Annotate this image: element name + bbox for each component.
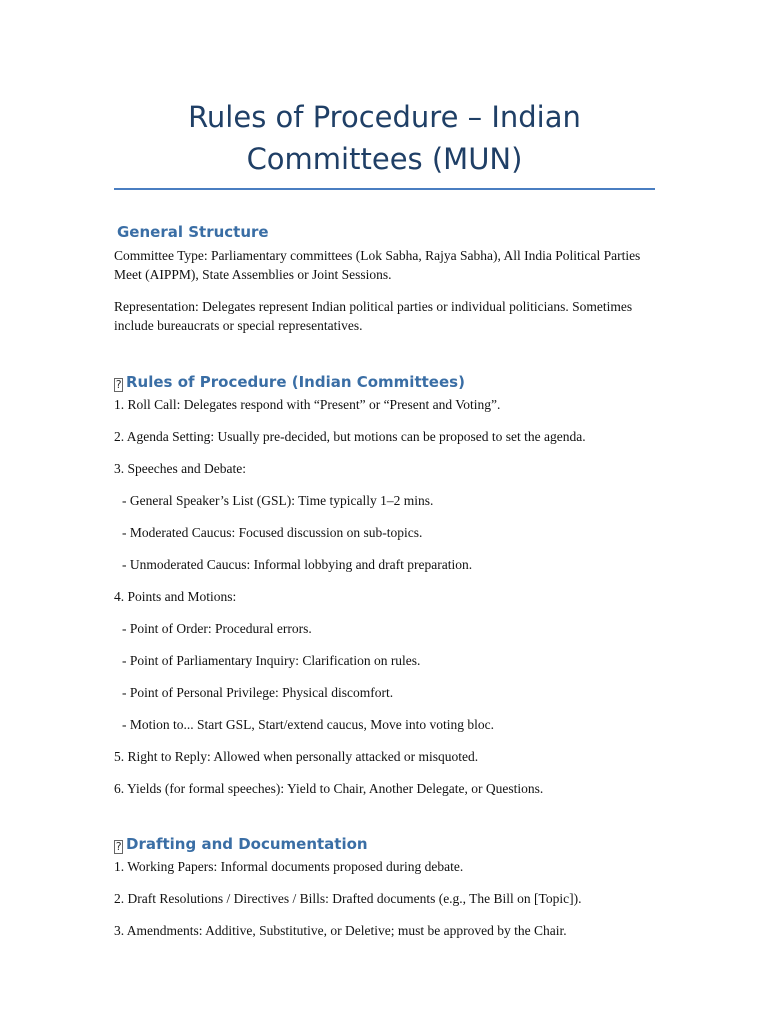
sub-item-point-of-order: - Point of Order: Procedural errors. — [122, 621, 312, 636]
list-item-points-motions: 4. Points and Motions: — [114, 589, 237, 604]
sub-item-personal-privilege: - Point of Personal Privilege: Physical discomfort. — [122, 685, 394, 700]
missing-glyph-icon: ? — [115, 840, 122, 853]
heading-rules-of-procedure-text: Rules of Procedure (Indian Committees) — [126, 373, 465, 391]
title-line-1: Rules of Procedure – Indian — [188, 100, 581, 134]
document-title — [114, 96, 655, 180]
list-item-draft-resolutions: 2. Draft Resolutions / Directives / Bills: Drafted documents (e.g., The Bill on [Topic]). — [114, 891, 582, 906]
list-item-amendments: 3. Amendments: Additive, Substitutive, or Deletive; must be approved by the Chair. — [114, 923, 567, 938]
list-item-working-papers: 1. Working Papers: Informal documents proposed during debate. — [114, 859, 464, 874]
heading-drafting-documentation — [114, 834, 655, 854]
rules-list — [114, 395, 655, 798]
paragraph-representation: Representation: Delegates represent Indian political parties or individual politicians. Sometimes include bureaucrats or special representatives. — [114, 299, 633, 333]
list-item-agenda-setting: 2. Agenda Setting: Usually pre-decided, but motions can be proposed to set the agenda. — [114, 429, 586, 444]
sub-item-moderated-caucus: - Moderated Caucus: Focused discussion on sub-topics. — [122, 525, 423, 540]
drafting-list — [114, 857, 655, 940]
sub-item-motion-to: - Motion to... Start GSL, Start/extend caucus, Move into voting bloc. — [122, 717, 494, 732]
list-item-right-to-reply: 5. Right to Reply: Allowed when personally attacked or misquoted. — [114, 749, 479, 764]
sub-item-unmoderated-caucus: - Unmoderated Caucus: Informal lobbying and draft preparation. — [122, 557, 473, 572]
title-line-2: Committees (MUN) — [246, 142, 523, 176]
list-item-roll-call: 1. Roll Call: Delegates respond with “Present” or “Present and Voting”. — [114, 397, 501, 412]
list-item-speeches-debate: 3. Speeches and Debate: — [114, 461, 246, 476]
heading-rules-of-procedure — [114, 372, 655, 392]
title-underline — [114, 188, 655, 190]
sub-item-parliamentary-inquiry: - Point of Parliamentary Inquiry: Clarification on rules. — [122, 653, 421, 668]
paragraph-committee-type: Committee Type: Parliamentary committees (Lok Sabha, Rajya Sabha), All India Political Parties Meet (AIPPM), State Assemblies or Joint Sessions. — [114, 248, 641, 282]
document-page — [114, 0, 655, 953]
heading-general-structure: General Structure — [117, 223, 269, 241]
list-item-yields: 6. Yields (for formal speeches): Yield to Chair, Another Delegate, or Questions. — [114, 781, 544, 796]
heading-drafting-documentation-text: Drafting and Documentation — [126, 835, 368, 853]
missing-glyph-icon: ? — [115, 378, 122, 391]
sub-item-gsl: - General Speaker’s List (GSL): Time typically 1–2 mins. — [122, 493, 434, 508]
